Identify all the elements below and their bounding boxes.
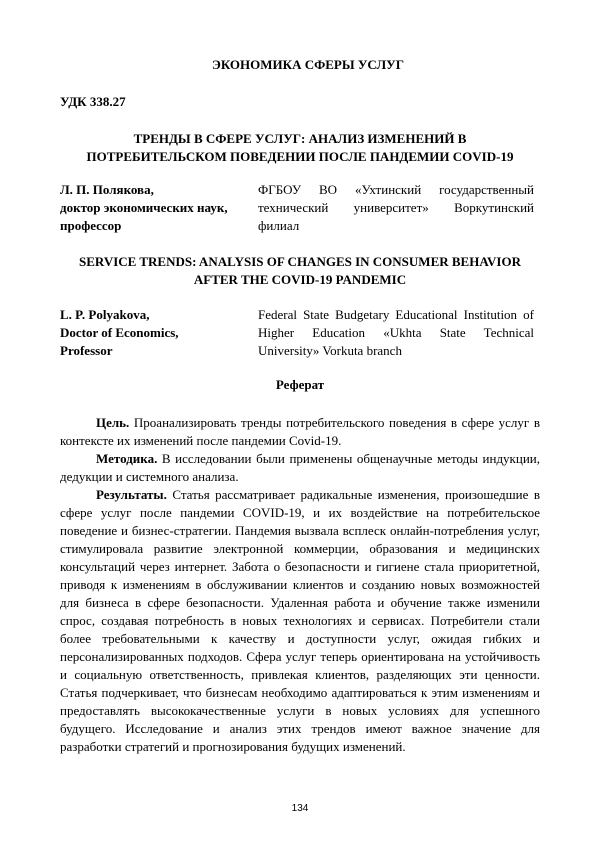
abstract-results xyxy=(60,486,540,756)
goal-text: Проанализировать тренды потребительского поведения в сфере услуг в контексте их изменений после пандемии Covid-19. xyxy=(60,415,540,448)
method-text: В исследовании были применены общенаучные методы индукции, дедукции и системного анализа. xyxy=(60,451,540,484)
author-ru-degree: доктор экономических наук, xyxy=(60,200,228,215)
udc-code: УДК 338.27 xyxy=(60,94,126,109)
abstract-method xyxy=(60,450,540,486)
title-ru-line-2: ПОТРЕБИТЕЛЬСКОМ ПОВЕДЕНИИ ПОСЛЕ ПАНДЕМИИ COVID-19 xyxy=(86,149,514,164)
title-ru-line-1: ТРЕНДЫ В СФЕРЕ УСЛУГ: АНАЛИЗ ИЗМЕНЕНИЙ В xyxy=(133,131,467,146)
method-label: Методика. xyxy=(96,451,158,466)
author-en-degree: Doctor of Economics, xyxy=(60,325,179,340)
author-en-name: L. P. Polyakova, xyxy=(60,307,150,322)
author-ru-affiliation: ФГБОУ ВО «Ухтинский государственный технический университет» Воркутинский филиал xyxy=(258,182,534,233)
section-title: ЭКОНОМИКА СФЕРЫ УСЛУГ xyxy=(212,57,404,72)
goal-label: Цель. xyxy=(96,415,130,430)
abstract-goal xyxy=(60,414,540,450)
author-en-affiliation: Federal State Budgetary Educational Institution of Higher Education «Ukhta State Technical University» Vorkuta branch xyxy=(258,307,534,358)
author-en-position: Professor xyxy=(60,343,113,358)
results-text: Статья рассматривает радикальные изменения, произошедшие в сфере услуг после пандемии COVID-19, и их воздействие на потребительское поведение и бизнес-стратегии. Пандемия вызвала всплеск онлайн-потребления услуг, стимулировала развитие электронной коммерции, образования и медицинских консультаций через интернет. Забота о безопасности и гигиене стала приоритетной, приводя к изменениям в обслуживании клиентов и созданию новых возможностей для бизнеса в сфере безопасности. Удаленная работа и обучение также изменили спрос, создавая потребность в новых технологиях и сервисах. Потребители стали более требовательными к качеству и доступности услуг, ожидая гибких и персонализированных подходов. Сфера услуг теперь ориентирована на устойчивость и социальную ответственность, привлекая клиентов, разделяющих эти ценности. Статья подчеркивает, что бизнесам необходимо адаптироваться к этим изменениям и предоставлять высококачественные услуги в новых условиях для успешного будущего. Исследование и анализ этих трендов имеют важное значение для разработки стратегий и прогнозирования будущих изменений. xyxy=(60,487,540,754)
title-en-line-2: AFTER THE COVID-19 PANDEMIC xyxy=(193,272,407,287)
abstract-heading: Реферат xyxy=(275,377,325,392)
title-en-line-1: SERVICE TRENDS: ANALYSIS OF CHANGES IN CONSUMER BEHAVIOR xyxy=(78,254,521,269)
author-ru-name: Л. П. Полякова, xyxy=(60,182,154,197)
title-en xyxy=(60,253,540,289)
author-en-block xyxy=(60,306,250,360)
results-label: Результаты. xyxy=(96,487,167,502)
abstract-body xyxy=(60,414,540,756)
author-ru-block xyxy=(60,181,250,235)
page-number: 134 xyxy=(291,803,309,814)
author-ru-position: профессор xyxy=(60,218,122,233)
title-ru xyxy=(60,130,540,166)
